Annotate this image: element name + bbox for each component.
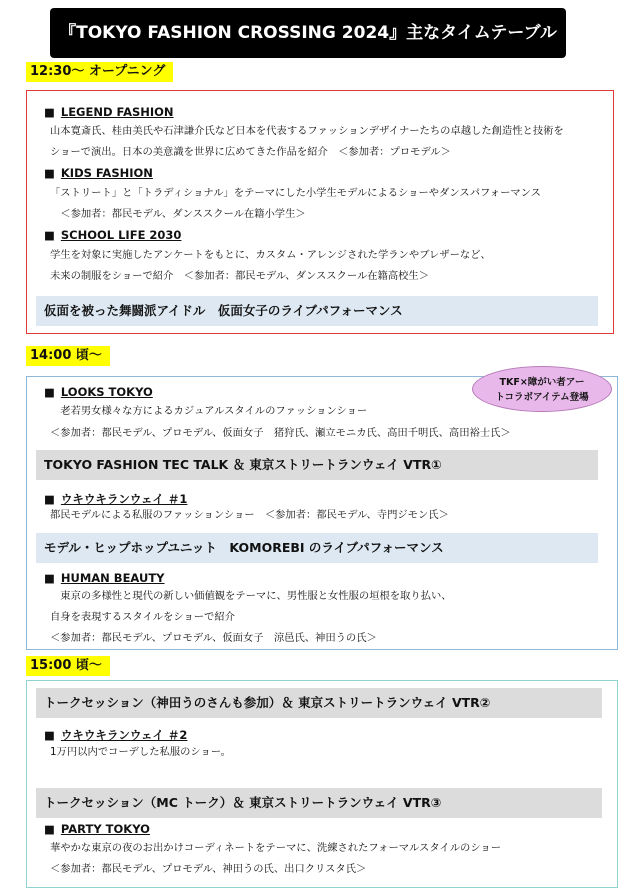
item-text: ＜参加者：都民モデル、プロモデル、神田うの氏、出口クリスタ氏＞ xyxy=(50,863,367,875)
item-text: ＜参加者：都民モデル、プロモデル、仮面女子 涼邑氏、神田うの氏＞ xyxy=(50,632,377,644)
item-heading-party-tokyo: ■ PARTY TOKYO xyxy=(44,822,150,836)
item-heading-ukiuki-1: ■ ウキウキランウェイ ＃1 xyxy=(44,492,188,506)
item-text: 華やかな東京の夜のお出かけコーディネートをテーマに、洗練されたフォーマルスタイルのショー xyxy=(50,842,502,854)
performance-band-kamen-joshi: 仮面を被った舞闘派アイドル 仮面女子のライブパフォーマンス xyxy=(36,296,598,326)
item-text: ショーで演出。日本の美意識を世界に広めてきた作品を紹介 ＜参加者：プロモデル＞ xyxy=(50,146,451,158)
time-label-1230: 12:30～ オープニング xyxy=(26,62,173,82)
item-text: ＜参加者：都民モデル、ダンススクール在籍小学生＞ xyxy=(50,208,306,220)
time-label-1500: 15:00 頃～ xyxy=(26,656,110,676)
item-text: 学生を対象に実施したアンケートをもとに、カスタム・アレンジされた学ランやブレザーなど、 xyxy=(50,249,491,261)
performance-band-komorebi: モデル・ヒップホップユニット KOMOREBI のライブパフォーマンス xyxy=(36,533,598,563)
time-label-1400: 14:00 頃～ xyxy=(26,346,110,366)
item-heading-looks-tokyo: ■ LOOKS TOKYO xyxy=(44,385,153,399)
item-heading-kids-fashion: ■ KIDS FASHION xyxy=(44,166,153,180)
item-text: 老若男女様々な方によるカジュアルスタイルのファッションショー xyxy=(50,405,368,417)
item-heading-human-beauty: ■ HUMAN BEAUTY xyxy=(44,571,165,585)
item-heading-ukiuki-2: ■ ウキウキランウェイ ＃2 xyxy=(44,728,188,742)
item-text: 山本寛斎氏、桂由美氏や石津謙介氏など日本を代表するファッションデザイナーたちの卓越した創造性と技術を xyxy=(50,125,564,137)
item-text: 東京の多様性と現代の新しい価値観をテーマに、男性服と女性服の垣根を取り払い、 xyxy=(50,590,452,602)
item-heading-school-life: ■ SCHOOL LIFE 2030 xyxy=(44,228,182,242)
item-heading-legend-fashion: ■ LEGEND FASHION xyxy=(44,105,174,119)
item-text: 「ストリート」と「トラディショナル」をテーマにした小学生モデルによるショーやダンスパフォーマンス xyxy=(50,187,541,199)
item-text: 都民モデルによる私服のファッションショー ＜参加者：都民モデル、寺門ジモン氏＞ xyxy=(50,509,449,521)
item-text: 未来の制服をショーで紹介 ＜参加者：都民モデル、ダンススクール在籍高校生＞ xyxy=(50,270,430,282)
talk-band-session-1: トークセッション（神田うのさんも参加）＆ 東京ストリートランウェイ VTR② xyxy=(36,688,602,718)
item-text: 自身を表現するスタイルをショーで紹介 xyxy=(50,611,235,623)
talk-band-session-2: トークセッション（MC トーク）＆ 東京ストリートランウェイ VTR③ xyxy=(36,788,602,818)
item-text: ＜参加者：都民モデル、プロモデル、仮面女子 猪狩氏、瀬立モニカ氏、高田千明氏、高田裕士氏＞ xyxy=(50,427,511,439)
callout-bubble: TKF×障がい者アー トコラボアイテム登場 xyxy=(472,366,612,412)
item-text: 1万円以内でコーデした私服のショー。 xyxy=(50,746,231,758)
talk-band-tec-talk: TOKYO FASHION TEC TALK ＆ 東京ストリートランウェイ VTR① xyxy=(36,450,598,480)
page-title: 『TOKYO FASHION CROSSING 2024』主なタイムテーブル xyxy=(50,8,566,58)
